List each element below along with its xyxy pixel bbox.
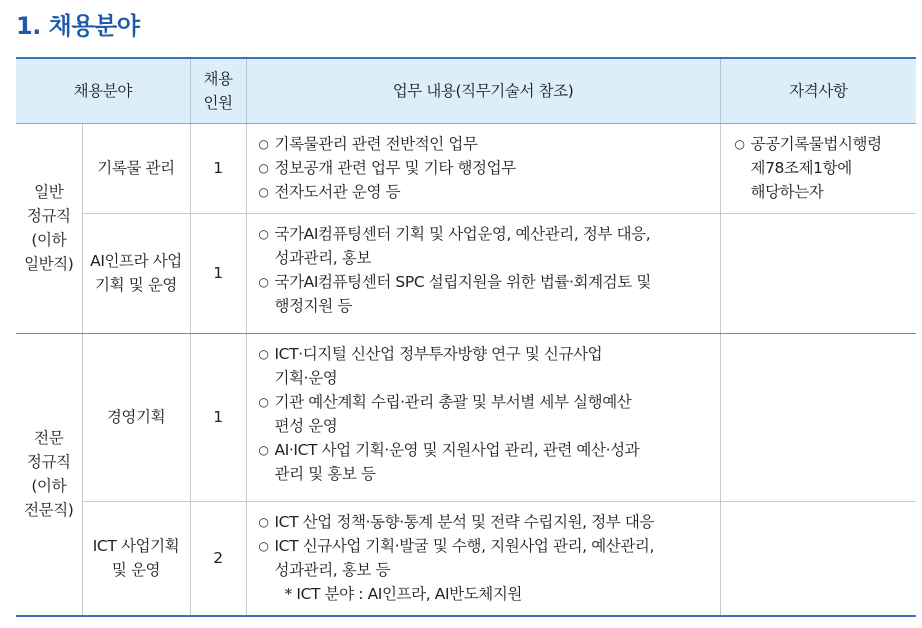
duty-line: 행정지원 등	[274, 296, 352, 315]
header-count	[190, 58, 246, 123]
bullet-icon: ○	[258, 160, 269, 175]
duty-line: 관리 및 홍보 등	[274, 464, 376, 483]
table-row	[16, 213, 916, 333]
bullet-icon: ○	[258, 538, 269, 553]
bullet-icon: ○	[734, 136, 745, 151]
category-line: 일반직)	[24, 255, 74, 273]
qualifications-cell	[720, 123, 916, 213]
qualifications-cell-empty	[720, 501, 916, 616]
qualifications-cell-empty	[720, 213, 916, 333]
qualification-line: 제78조제1항에	[750, 158, 852, 177]
duty-line: AI·ICT 사업 기획·운영 및 지원사업 관리, 관련 예산·성과	[274, 440, 640, 459]
category-line: 전문직)	[24, 501, 74, 520]
field-cell	[82, 213, 190, 333]
duty-line: 기록물관리 관련 전반적인 업무	[274, 134, 478, 153]
duty-item	[257, 270, 712, 318]
duties-cell	[246, 123, 720, 213]
duty-line: 성과관리, 홍보	[274, 248, 372, 267]
duty-line: ICT 신규사업 기획·발굴 및 수행, 지원사업 관리, 예산관리,	[274, 536, 655, 555]
duties-cell	[246, 213, 720, 333]
bullet-icon: ○	[258, 346, 269, 361]
duty-item	[257, 222, 712, 270]
duty-item	[257, 132, 712, 156]
duty-item	[257, 510, 712, 534]
duty-line: 국가AI컴퓨팅센터 기획 및 사업운영, 예산관리, 정부 대응,	[274, 224, 651, 243]
field-line: 기록물 관리	[97, 159, 175, 177]
duty-line: 전자도서관 운영 등	[274, 182, 401, 201]
duties-cell	[246, 501, 720, 616]
duty-line: ICT·디지털 신산업 정부투자방향 연구 및 신규사업	[274, 344, 603, 363]
duty-item	[257, 180, 712, 204]
count-cell: 1	[190, 213, 246, 333]
bullet-icon: ○	[258, 184, 269, 199]
header-count-line: 인원	[203, 93, 233, 112]
table-row	[16, 501, 916, 616]
qualification-item	[733, 132, 909, 204]
duty-line: 국가AI컴퓨팅센터 SPC 설립지원을 위한 법률·회계검토 및	[274, 272, 651, 291]
header-qualifications: 자격사항	[720, 58, 916, 123]
duty-line: 성과관리, 홍보 등	[274, 560, 391, 579]
field-line: 기획 및 운영	[95, 276, 177, 294]
header-duties: 업무 내용(직무기술서 참조)	[246, 58, 720, 123]
bullet-icon: ○	[258, 136, 269, 151]
duty-item	[257, 390, 712, 438]
bullet-icon: ○	[258, 442, 269, 457]
bullet-icon: ○	[258, 394, 269, 409]
field-cell	[82, 501, 190, 616]
duty-item	[257, 438, 712, 486]
field-line: 및 운영	[111, 561, 161, 580]
table-row	[16, 333, 916, 501]
category-line: 전문	[34, 429, 64, 448]
count-cell: 2	[190, 501, 246, 616]
duty-note: * ICT 분야 : AI인프라, AI반도체지원	[284, 584, 522, 603]
header-count-line: 채용	[203, 69, 233, 88]
duty-line: 기관 예산계획 수립·관리 총괄 및 부서별 세부 실행예산	[274, 392, 632, 411]
field-line: ICT 사업기획	[92, 537, 180, 556]
qualification-line: 공공기록물법시행령	[750, 134, 882, 153]
table-header-row	[16, 58, 916, 123]
field-cell	[82, 123, 190, 213]
duty-item	[257, 156, 712, 180]
duty-line: ICT 산업 정책·동향·통계 분석 및 전략 수립지원, 정부 대응	[274, 512, 655, 531]
duty-item	[257, 534, 712, 582]
duty-line: 정보공개 관련 업무 및 기타 행정업무	[274, 158, 516, 177]
bullet-icon: ○	[258, 226, 269, 241]
field-cell	[82, 333, 190, 501]
category-line: 일반	[34, 183, 64, 201]
recruitment-table	[16, 57, 916, 617]
header-field: 채용분야	[16, 58, 190, 123]
category-cell	[16, 333, 82, 616]
category-cell	[16, 123, 82, 333]
bullet-icon: ○	[258, 514, 269, 529]
duty-line: 기획·운영	[274, 368, 338, 387]
bullet-icon: ○	[258, 274, 269, 289]
table-row	[16, 123, 916, 213]
category-line: (이하	[31, 477, 67, 496]
duty-item	[257, 342, 712, 390]
qualifications-cell-empty	[720, 333, 916, 501]
field-line: 경영기획	[106, 408, 166, 426]
category-line: 정규직	[26, 207, 71, 225]
count-cell: 1	[190, 123, 246, 213]
duty-line: 편성 운영	[274, 416, 338, 435]
field-line: AI인프라 사업	[90, 252, 182, 270]
section-title: 1. 채용분야	[16, 12, 140, 40]
duties-cell	[246, 333, 720, 501]
count-cell: 1	[190, 333, 246, 501]
qualification-line: 해당하는자	[750, 182, 824, 201]
category-line: (이하	[31, 231, 67, 249]
category-line: 정규직	[26, 453, 71, 472]
